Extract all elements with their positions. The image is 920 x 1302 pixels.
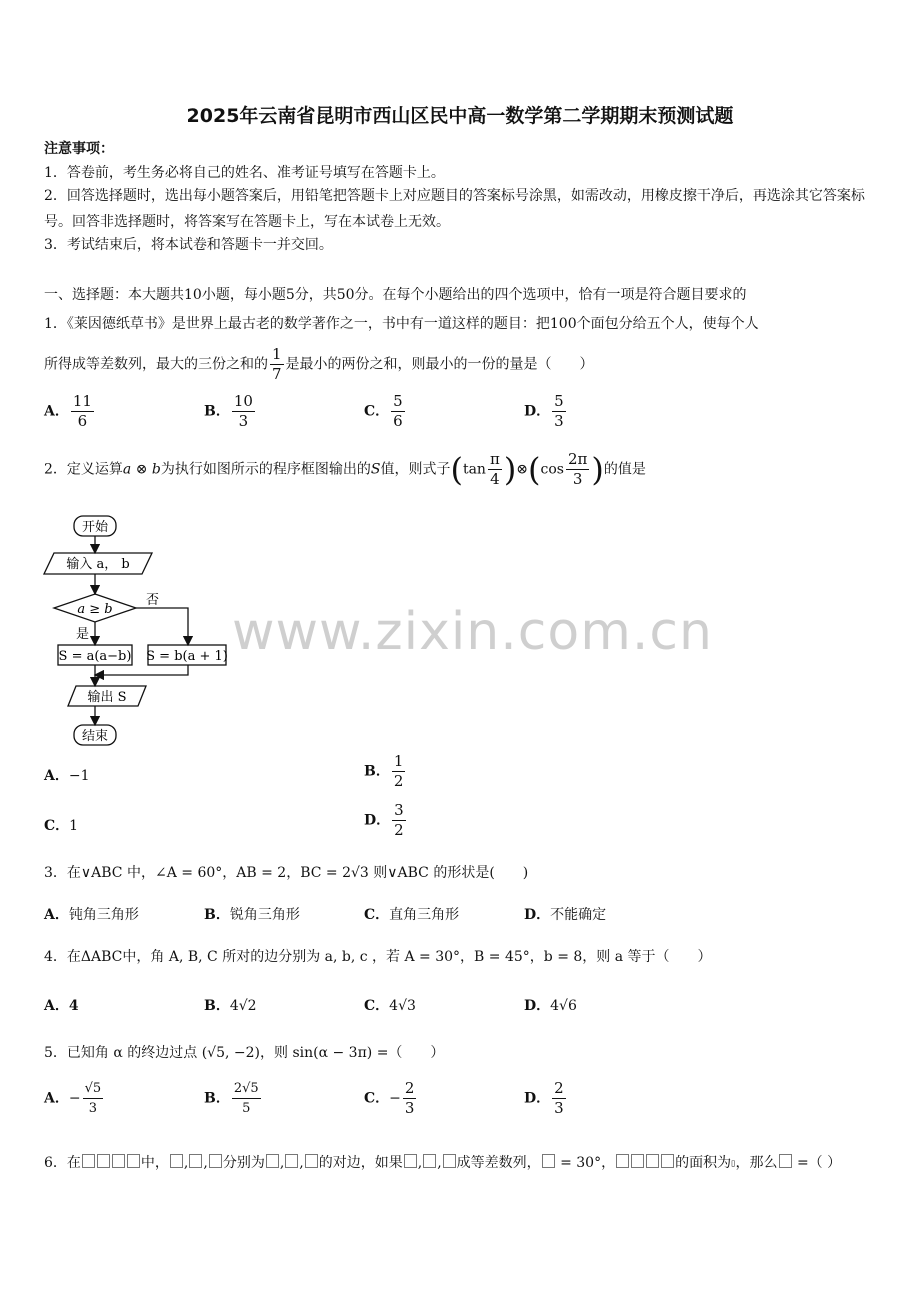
- q5-option-a-num: √5: [83, 1079, 104, 1099]
- flow-right-label: S = b(a + 1): [146, 649, 228, 664]
- q1-frac-num: 1: [272, 345, 282, 363]
- flow-cond-label: a ≥ b: [77, 602, 113, 617]
- q5-option-a-frac: [83, 1079, 104, 1118]
- q2-option-b-num: 1: [393, 752, 404, 770]
- flow-input-label: 输入 a， b: [66, 557, 130, 572]
- q2-four: 4: [490, 470, 500, 488]
- q6-missing-glyph: [646, 1154, 659, 1168]
- q2-stem: [44, 450, 646, 489]
- q5-option-b-label: B．: [204, 1090, 230, 1107]
- q5-option-b[interactable]: [204, 1079, 263, 1118]
- q5-option-c-sign: −: [389, 1090, 401, 1107]
- q2-tan: tan: [462, 461, 486, 478]
- q5-option-c-den: 3: [404, 1099, 415, 1117]
- q6-missing-glyph: [423, 1154, 436, 1168]
- q6-text-8: ，那么: [735, 1155, 778, 1171]
- q5-option-a-sign: −: [68, 1090, 81, 1107]
- notice-item-3: 3．考试结束后，将本试卷和答题卡一并交回。: [44, 237, 333, 253]
- q5-option-d-label: D．: [524, 1090, 551, 1107]
- q2-option-b[interactable]: [364, 752, 407, 791]
- q6-missing-glyph: [266, 1154, 279, 1168]
- q4-option-c[interactable]: [364, 995, 416, 1015]
- q1-option-a-num: 11: [72, 392, 92, 410]
- q2-pi: π: [489, 450, 500, 468]
- q4-option-d-label: D．: [524, 998, 551, 1014]
- q3-option-c-label: C．: [364, 907, 390, 923]
- q6-small-fraction: ▯: [731, 1158, 736, 1168]
- q1-option-d-frac: [552, 392, 566, 431]
- q6-text-9: =（ ）: [792, 1155, 842, 1171]
- q1-line2: [44, 345, 594, 384]
- q4-option-c-label: C．: [364, 998, 390, 1014]
- page-title: 2025年云南省昆明市西山区民中高一数学第二学期期末预测试题: [186, 105, 734, 127]
- q1-text-a: 所得成等差数列，最大的三份之和的: [44, 356, 268, 373]
- q6-text-4: 的对边，如果: [318, 1155, 403, 1171]
- q3-option-d-text: 不能确定: [550, 907, 607, 923]
- q2-option-c[interactable]: [44, 815, 78, 835]
- q3-option-c-text: 直角三角形: [389, 907, 460, 923]
- q2-frac-2pi-3: [566, 450, 589, 489]
- q5-option-c-num: 2: [404, 1079, 415, 1097]
- q2-text-end: 的值是: [603, 461, 646, 478]
- q1-option-a-frac: [71, 392, 94, 431]
- q6-missing-glyph: [542, 1154, 555, 1168]
- q6-text-3: 分别为: [222, 1155, 265, 1171]
- q1-frac-den: 7: [272, 365, 282, 383]
- q2-option-a[interactable]: [44, 765, 90, 785]
- q6-missing-glyph: [285, 1154, 298, 1168]
- q6-stem: 6．在 中， , , 分别为 , , 的对边，如果 , , 成等差数列， = 30°， 的面积为▯，那么 =（ ）: [44, 1155, 842, 1171]
- q2-text-a: 2．定义运算: [44, 461, 123, 478]
- q2-option-d-num: 3: [394, 801, 404, 819]
- q2-option-a-text: −1: [68, 768, 90, 784]
- q6-missing-glyph: [661, 1154, 674, 1168]
- flow-output-label: 输出 S: [87, 690, 127, 705]
- q2-cos: cos: [540, 461, 564, 478]
- q2-paren-open-2: (: [528, 450, 541, 489]
- q1-option-d[interactable]: [524, 392, 568, 431]
- q6-missing-glyph: [305, 1154, 318, 1168]
- q6-missing-glyph: [82, 1154, 95, 1168]
- q6-missing-glyph: [189, 1154, 202, 1168]
- q4-option-a-label: A．: [44, 998, 69, 1014]
- flow-no-label: 否: [146, 593, 160, 608]
- q1-option-a[interactable]: [44, 392, 96, 431]
- q6-missing-glyph: [97, 1154, 110, 1168]
- q4-option-a-text: 4: [68, 998, 79, 1014]
- q3-option-a-label: A．: [44, 907, 69, 923]
- q5-option-c-frac: [403, 1079, 417, 1118]
- q1-text-b: 是最小的两份之和，则最小的一份的量是（ ）: [285, 356, 594, 373]
- q4-stem: 4．在ΔABC中，角 A, B, C 所对的边分别为 a, b, c ，若 A = 30°，B = 45°，b = 8，则 a 等于（ ）: [44, 949, 712, 965]
- flowchart: [40, 510, 240, 750]
- q6-missing-glyph: [443, 1154, 456, 1168]
- q5-option-b-den: 5: [242, 1101, 251, 1116]
- notice-item-1: 1．答卷前，考生务必将自己的姓名、准考证号填写在答题卡上。: [44, 165, 445, 181]
- q6-text-5: 成等差数列，: [456, 1155, 541, 1171]
- q2-s: S: [370, 461, 381, 478]
- q5-option-b-num: 2√5: [232, 1079, 261, 1099]
- q2-twopi: 2π: [567, 450, 588, 468]
- q5-option-c[interactable]: [364, 1079, 418, 1118]
- q5-stem: 5．已知角 α 的终边过点 (√5, −2)，则 sin(α − 3π) =（ ）: [44, 1045, 445, 1061]
- q6-missing-glyph: [112, 1154, 125, 1168]
- q1-option-b[interactable]: [204, 392, 257, 431]
- q3-option-b-text: 锐角三角形: [229, 907, 300, 923]
- q1-fraction: [270, 345, 284, 384]
- flow-end-label: 结束: [81, 729, 109, 744]
- q1-option-b-num: 10: [233, 392, 253, 410]
- q1-option-a-label: A．: [44, 403, 69, 420]
- flow-left-label: S = a(a−b): [58, 649, 132, 664]
- notice-item-2: 2．回答选择题时，选出每小题答案后，用铅笔把答题卡上对应题目的答案标号涂黑，如需改动，用橡皮擦干净后，再选涂其它答案标号。回答非选择题时，将答案写在答题卡上，写在本试卷上无效。: [44, 188, 865, 230]
- q6-missing-glyph: [127, 1154, 140, 1168]
- q6-text-6: = 30°，: [555, 1155, 616, 1171]
- flow-start-label: 开始: [81, 520, 109, 535]
- q2-option-d-frac: [392, 801, 406, 840]
- q1-line1: 1．《莱因德纸草书》是世界上最古老的数学著作之一，书中有一道这样的题目：把100个面包分给五个人，使每个人: [44, 316, 759, 332]
- q5-option-b-frac: [232, 1079, 261, 1118]
- q3-stem: 3．在∨ABC 中，∠A = 60°，AB = 2，BC = 2√3 则∨ABC 的形状是( ): [44, 865, 529, 881]
- q6-text-7: 的面积为: [675, 1155, 732, 1171]
- q5-option-a-label: A．: [44, 1090, 69, 1107]
- flow-yes-label: 是: [76, 627, 90, 642]
- q2-option-d-den: 2: [394, 821, 404, 839]
- q2-paren-close-1: ): [503, 450, 517, 489]
- q3-option-c[interactable]: [364, 904, 459, 924]
- q6-missing-glyph: [779, 1154, 792, 1168]
- q3-option-d-label: D．: [524, 907, 551, 923]
- q1-option-b-label: B．: [204, 403, 230, 420]
- q1-option-b-den: 3: [238, 412, 249, 430]
- q2-frac-pi-4: [488, 450, 502, 489]
- q2-paren-open-1: (: [450, 450, 463, 489]
- q2-option-a-label: A．: [44, 768, 69, 784]
- watermark: www.zixin.com.cn: [232, 602, 713, 662]
- q3-option-a-text: 钝角三角形: [68, 907, 139, 923]
- q3-option-a[interactable]: [44, 904, 139, 924]
- q2-otimes: ⊗: [516, 461, 529, 478]
- q1-option-a-den: 6: [77, 412, 88, 430]
- q2-option-b-frac: [392, 752, 406, 791]
- q3-option-b-label: B．: [204, 907, 230, 923]
- q2-text-b: 为执行如图所示的程序框图输出的: [160, 461, 371, 478]
- q5-option-c-label: C．: [364, 1090, 390, 1107]
- q6-missing-glyph: [616, 1154, 629, 1168]
- q2-option-c-text: 1: [69, 818, 79, 834]
- q4-option-b[interactable]: [204, 995, 257, 1015]
- q2-text-c: 值，则式子: [380, 461, 451, 478]
- q4-option-d-text: 4√6: [550, 998, 577, 1014]
- q2-option-b-den: 2: [393, 772, 404, 790]
- q1-option-c-frac: [391, 392, 405, 431]
- q5-option-d[interactable]: [524, 1079, 568, 1118]
- q3-option-b[interactable]: [204, 904, 300, 924]
- q4-option-b-label: B．: [204, 998, 230, 1014]
- notice-heading: 注意事项：: [44, 141, 114, 157]
- q1-option-c-label: C．: [364, 403, 390, 420]
- q6-text-1: 6．在: [44, 1155, 81, 1171]
- q1-option-d-label: D．: [524, 403, 551, 420]
- q6-missing-glyph: [631, 1154, 644, 1168]
- q1-option-c-den: 6: [393, 412, 403, 430]
- q4-option-a[interactable]: [44, 995, 79, 1015]
- q2-operator: a ⊗ b: [122, 461, 161, 478]
- q5-option-d-frac: [552, 1079, 566, 1118]
- q6-text-2: 中，: [140, 1155, 169, 1171]
- q5-option-d-den: 3: [554, 1099, 564, 1117]
- q5-option-d-num: 2: [554, 1079, 564, 1097]
- q2-option-b-label: B．: [364, 763, 390, 780]
- q2-three: 3: [572, 470, 583, 488]
- q6-missing-glyph: [404, 1154, 417, 1168]
- q3-option-d[interactable]: [524, 904, 606, 924]
- section-heading: 一、选择题：本大题共10小题，每小题5分，共50分。在每个小题给出的四个选项中，恰有一项是符合题目要求的: [44, 287, 747, 303]
- q4-option-c-text: 4√3: [389, 998, 416, 1014]
- q5-option-a-den: 3: [88, 1101, 98, 1116]
- q6-missing-glyph: [170, 1154, 183, 1168]
- q1-option-d-num: 5: [554, 392, 564, 410]
- q5-option-a[interactable]: [44, 1079, 105, 1118]
- q1-option-c-num: 5: [393, 392, 403, 410]
- q1-option-b-frac: [232, 392, 255, 431]
- q1-option-c[interactable]: [364, 392, 407, 431]
- q2-option-d-label: D．: [364, 812, 391, 829]
- q2-option-d[interactable]: [364, 801, 408, 840]
- q2-paren-close-2: ): [591, 450, 604, 489]
- q1-option-d-den: 3: [554, 412, 564, 430]
- q4-option-b-text: 4√2: [229, 998, 257, 1014]
- q6-missing-glyph: [209, 1154, 222, 1168]
- q2-option-c-label: C．: [44, 818, 70, 834]
- q4-option-d[interactable]: [524, 995, 577, 1015]
